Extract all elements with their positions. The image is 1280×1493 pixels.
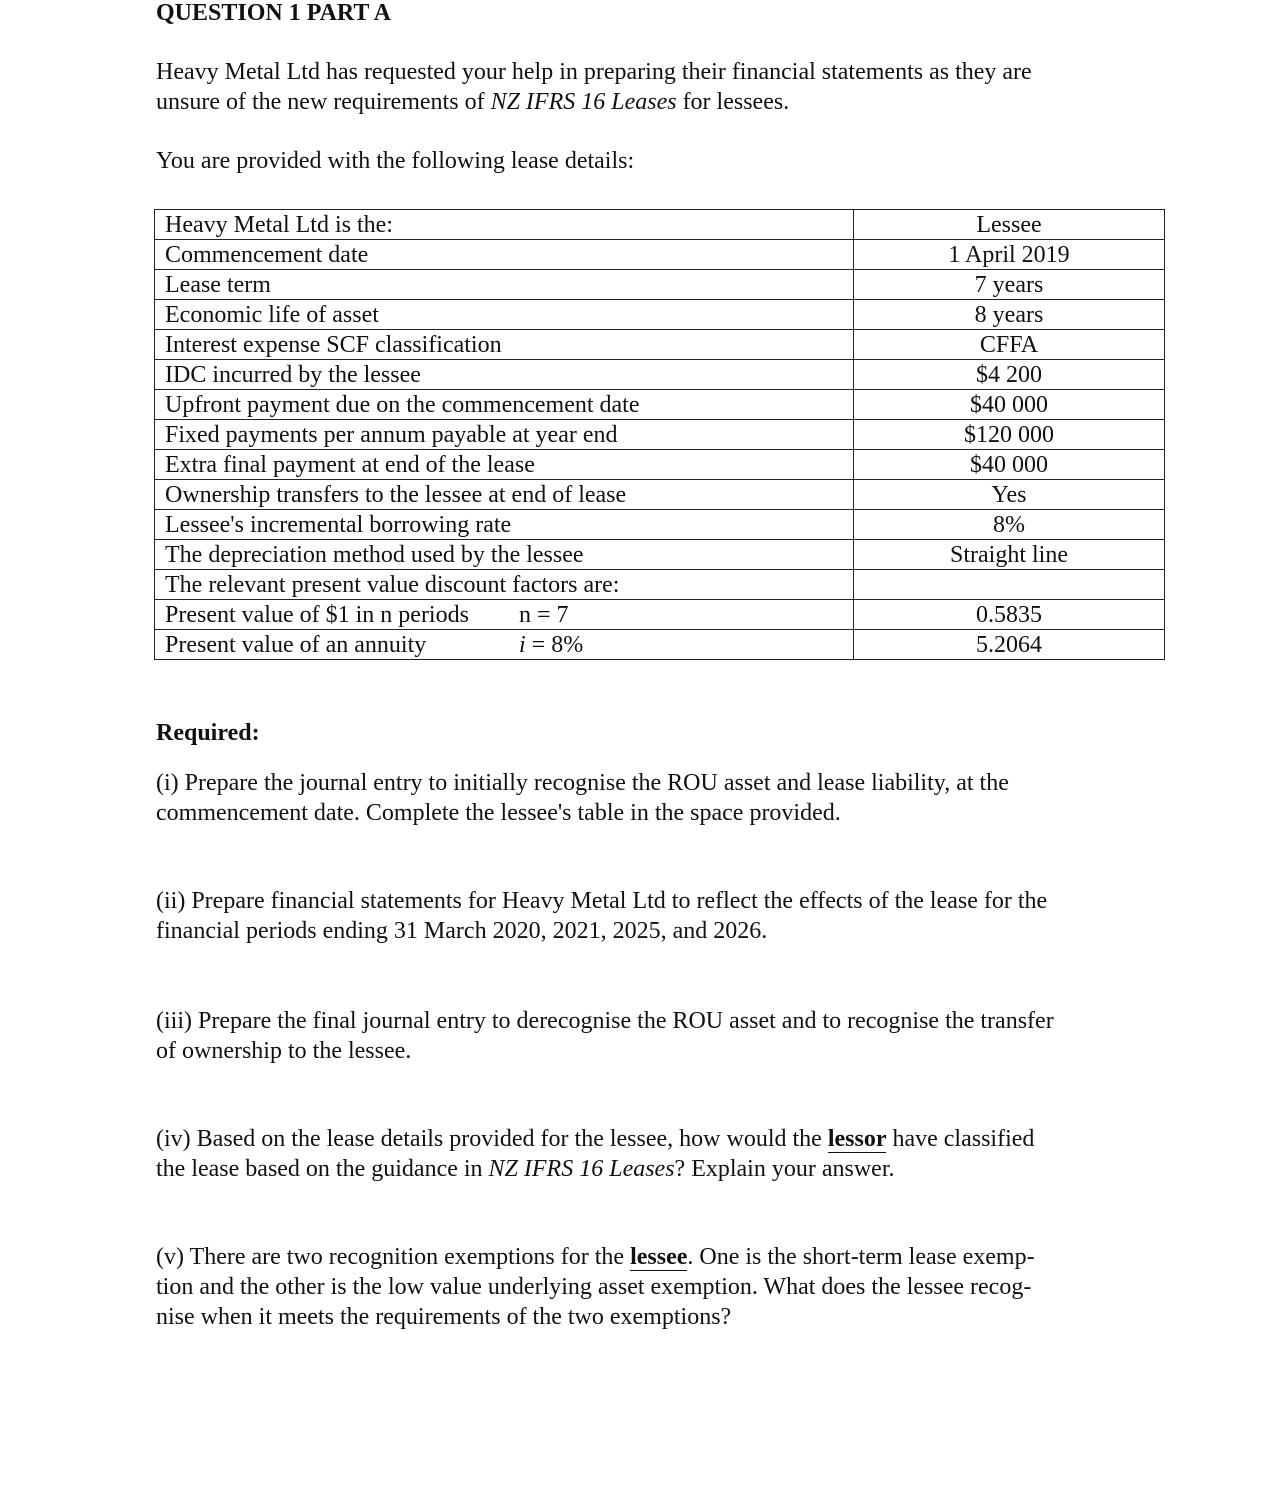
lessor-emphasis: lessor [827, 1126, 887, 1152]
row-value: CFFA [854, 330, 1165, 360]
row-value: 0.5835 [854, 600, 1165, 630]
table-row [155, 600, 1165, 630]
intro-line-2: unsure of the new requirements of NZ IFRS 16 Leases for lessees. [156, 89, 790, 115]
row-label: The depreciation method used by the lessee [155, 540, 854, 570]
row-label: Ownership transfers to the lessee at end of lease [155, 480, 854, 510]
row-label: Economic life of asset [155, 300, 854, 330]
row-label: Heavy Metal Ltd is the: [155, 210, 854, 240]
row-label: The relevant present value discount factors are: [155, 570, 854, 600]
question-heading: QUESTION 1 PART A [156, 0, 391, 26]
table-row [155, 390, 1165, 420]
intro-line-1: Heavy Metal Ltd has requested your help in preparing their financial statements as they are [156, 59, 1032, 85]
row-label: Upfront payment due on the commencement date [155, 390, 854, 420]
row-value: $40 000 [854, 450, 1165, 480]
table-row [155, 330, 1165, 360]
row-value: Yes [854, 480, 1165, 510]
question-iv: (iv) Based on the lease details provided for the lessee, how would the lessor have classified the lease based on the guidance in NZ IFRS 16 Leases? Explain your answer. [156, 1126, 1035, 1182]
table-row [155, 300, 1165, 330]
row-value: 5.2064 [854, 630, 1165, 660]
question-v: (v) There are two recognition exemptions for the lessee. One is the short-term lease exemp- tion and the other is the low value underlying asset exemption. What does the lessee recog- nise when it meets the requirements of the two exemptions? [156, 1244, 1035, 1330]
row-label: Lessee's incremental borrowing rate [155, 510, 854, 540]
table-row [155, 510, 1165, 540]
question-ii: (ii) Prepare financial statements for Heavy Metal Ltd to reflect the effects of the lease for the financial periods ending 31 March 2020, 2021, 2025, and 2026. [156, 888, 1048, 944]
question-i: (i) Prepare the journal entry to initially recognise the ROU asset and lease liability, at the commencement date. Complete the lessee's table in the space provided. [156, 770, 1009, 826]
row-value: 7 years [854, 270, 1165, 300]
row-value: $4 200 [854, 360, 1165, 390]
table-row [155, 450, 1165, 480]
row-value: Lessee [854, 210, 1165, 240]
provided-text: You are provided with the following lease details: [156, 148, 635, 174]
row-value: $40 000 [854, 390, 1165, 420]
row-value: Straight line [854, 540, 1165, 570]
table-row [155, 270, 1165, 300]
periods-label: n = 7 [519, 601, 569, 628]
table-row [155, 570, 1165, 600]
table-row [155, 480, 1165, 510]
row-label: Interest expense SCF classification [155, 330, 854, 360]
table-row [155, 360, 1165, 390]
row-value: 8% [854, 510, 1165, 540]
table-row [155, 420, 1165, 450]
table-row [155, 540, 1165, 570]
lease-details-table [154, 209, 1165, 660]
row-label: Extra final payment at end of the lease [155, 450, 854, 480]
row-label: Present value of $1 in n periods n = 7 [155, 600, 854, 630]
lessee-emphasis: lessee [630, 1244, 688, 1270]
standard-name: NZ IFRS 16 Leases [490, 89, 677, 115]
standard-name: NZ IFRS 16 Leases [488, 1156, 675, 1182]
row-value: 1 April 2019 [854, 240, 1165, 270]
table-row [155, 240, 1165, 270]
question-iii: (iii) Prepare the final journal entry to derecognise the ROU asset and to recognise the transfer of ownership to the lessee. [156, 1008, 1054, 1064]
row-label: Commencement date [155, 240, 854, 270]
intro-paragraph [156, 57, 1032, 117]
row-value: $120 000 [854, 420, 1165, 450]
row-value: 8 years [854, 300, 1165, 330]
table-row [155, 630, 1165, 660]
row-label: IDC incurred by the lessee [155, 360, 854, 390]
row-label: Present value of an annuity i = 8% [155, 630, 854, 660]
row-label: Lease term [155, 270, 854, 300]
table-row [155, 210, 1165, 240]
row-label: Fixed payments per annum payable at year end [155, 420, 854, 450]
rate-label: i = 8% [519, 631, 584, 658]
required-heading: Required: [156, 720, 260, 746]
row-value [854, 570, 1165, 600]
